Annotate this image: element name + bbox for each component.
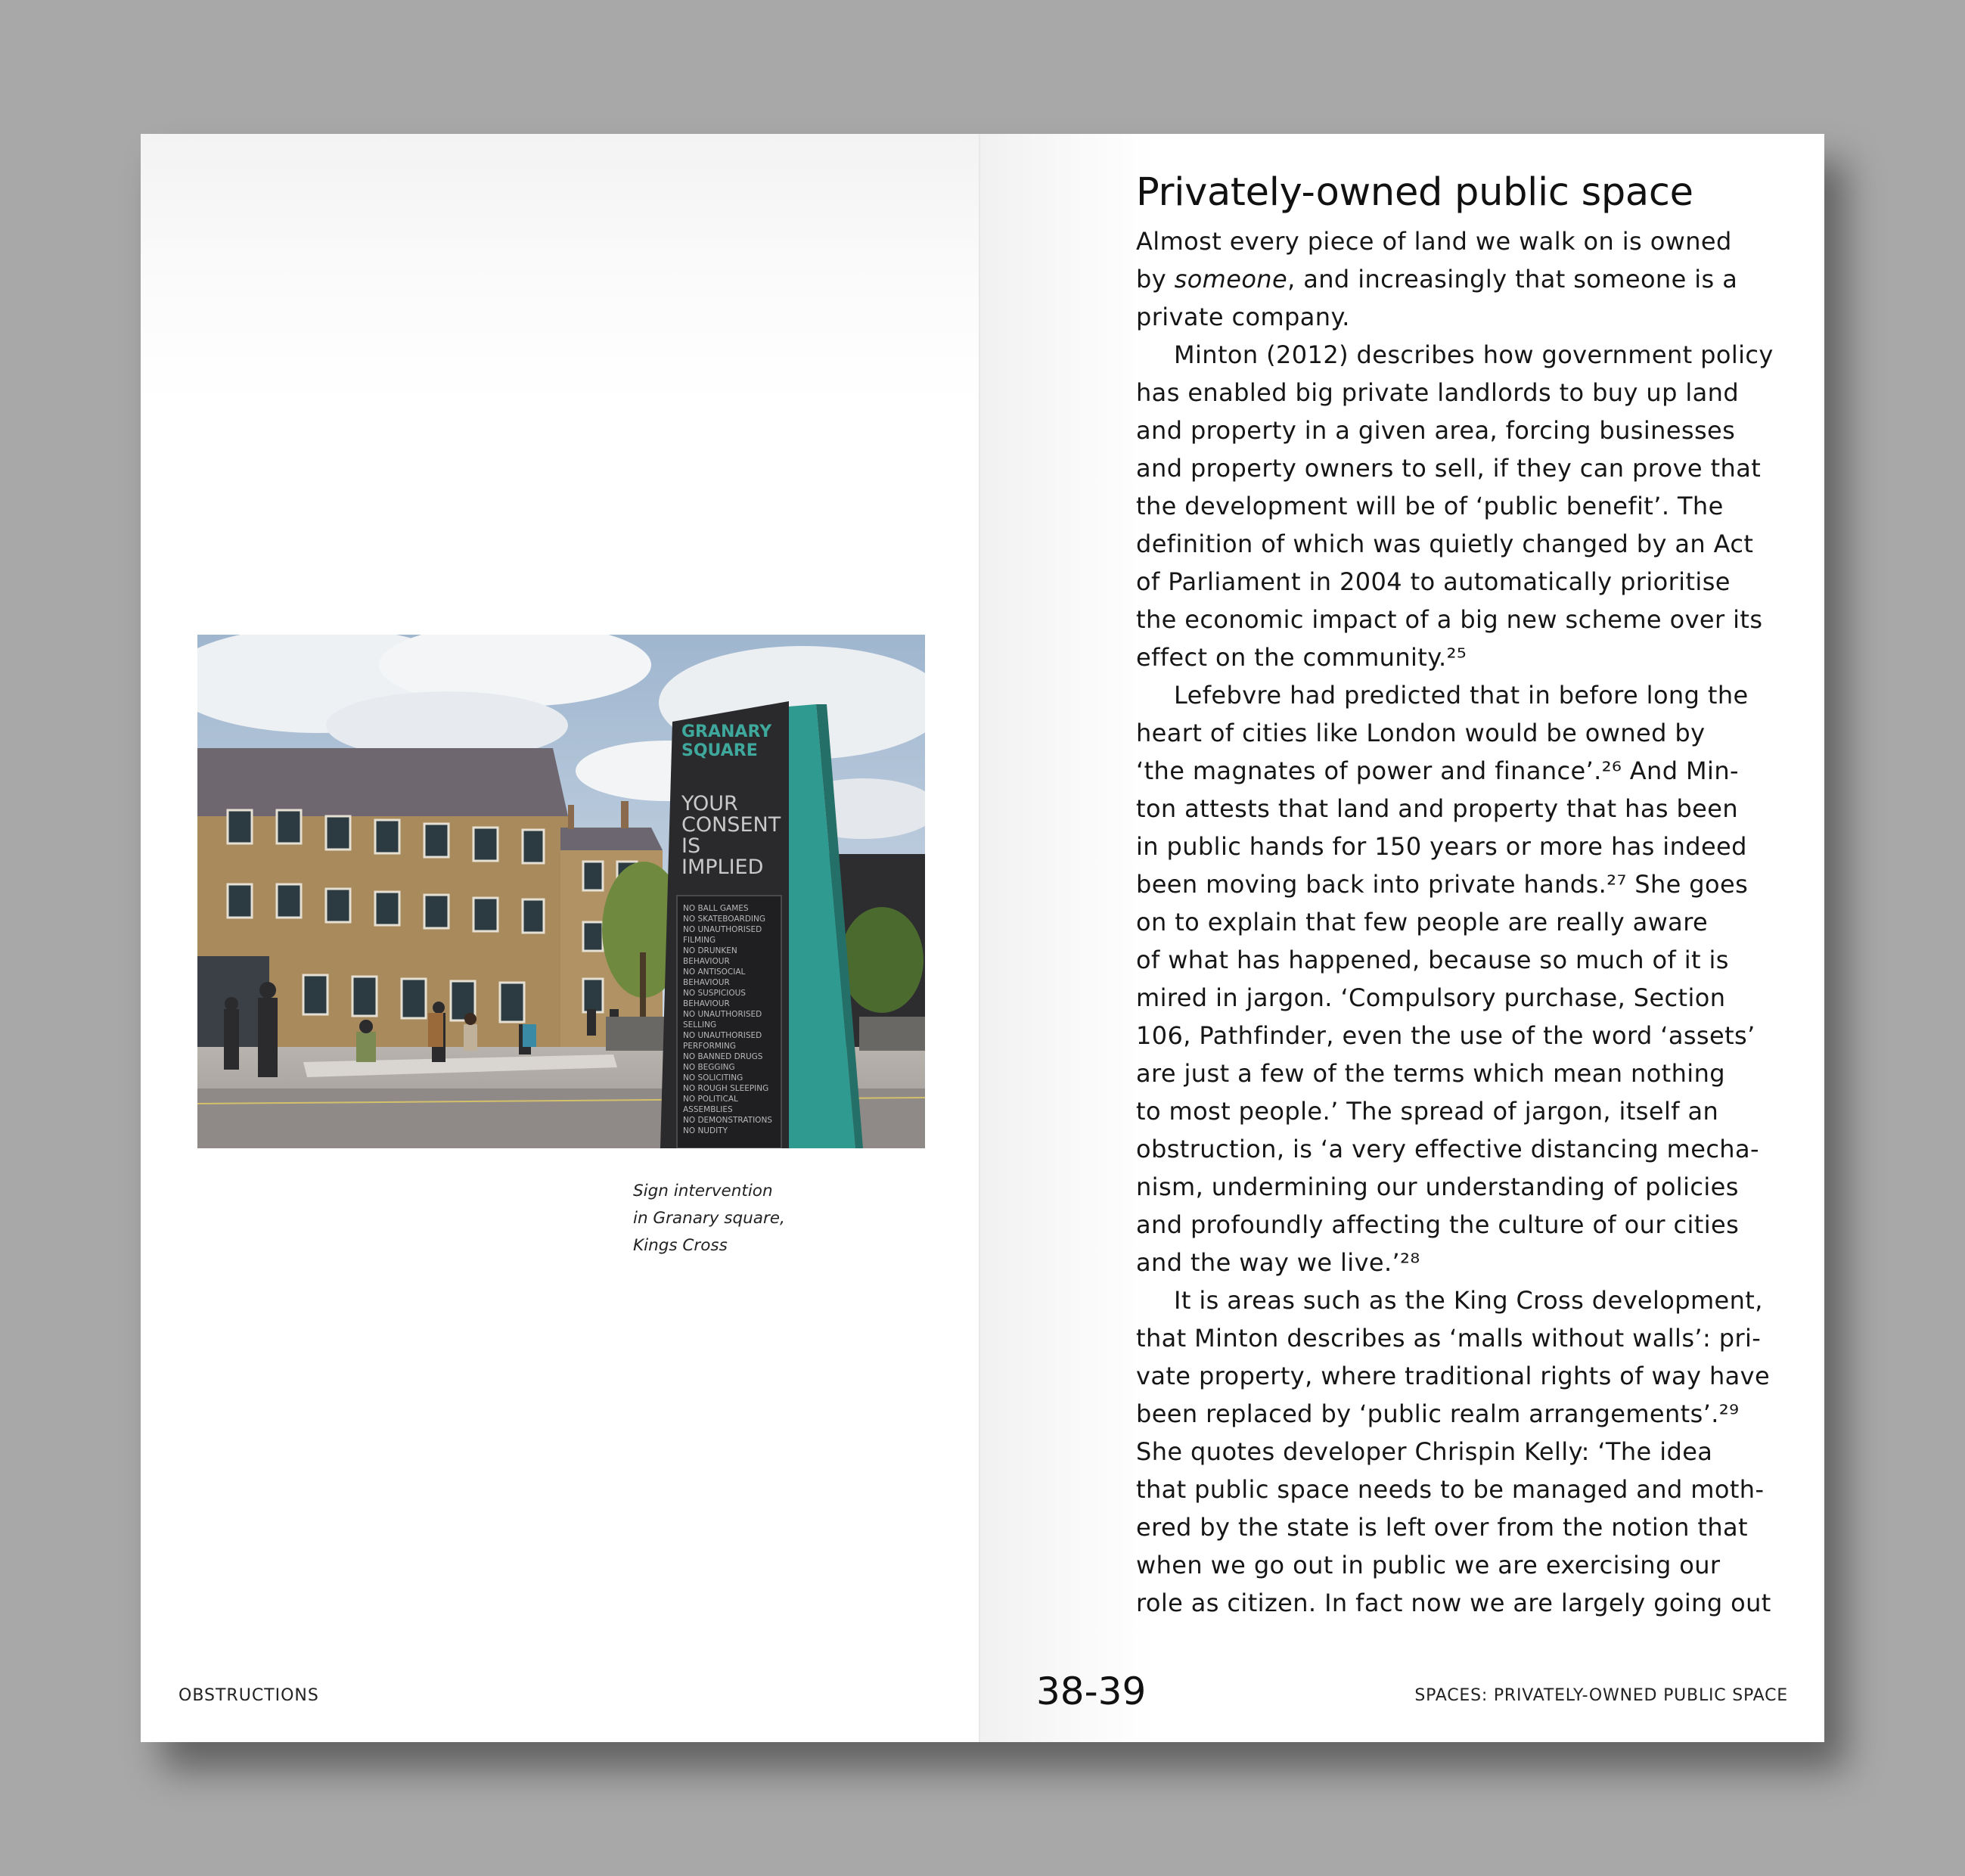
- section-heading: Privately-owned public space: [1136, 170, 1693, 215]
- sign-rule: NO ANTISOCIAL: [683, 968, 746, 977]
- sign-title-line-2: SQUARE: [681, 741, 758, 760]
- photo-caption: [633, 1178, 860, 1259]
- sign-rule: NO UNAUTHORISED: [683, 1031, 762, 1040]
- body-line-text: by: [1136, 265, 1175, 294]
- sign-rule: NO DEMONSTRATIONS: [683, 1116, 772, 1125]
- sign-rule: NO NUDITY: [683, 1126, 728, 1135]
- caption-line: Kings Cross: [633, 1236, 728, 1255]
- sign-message-line-3: IS: [681, 834, 701, 858]
- page-number: 38-39: [1036, 1669, 1147, 1713]
- body-line: ton attests that land and property that has been: [1136, 794, 1739, 823]
- body-line: that public space needs to be managed and moth-: [1136, 1475, 1765, 1504]
- sign-rule: NO SOLICITING: [683, 1073, 743, 1082]
- body-line: nism, undermining our understanding of policies: [1136, 1172, 1739, 1201]
- running-footer-right: SPACES: PRIVATELY-OWNED PUBLIC SPACE: [1414, 1686, 1788, 1705]
- spine-fold: [979, 134, 980, 1742]
- emphasis: someone: [1174, 265, 1288, 294]
- body-line: been replaced by ‘public realm arrangements’.²⁹: [1136, 1399, 1740, 1428]
- body-line: and property in a given area, forcing businesses: [1136, 416, 1736, 445]
- body-line: has enabled big private landlords to buy up land: [1136, 378, 1740, 407]
- sign-rule: NO UNAUTHORISED: [683, 1010, 762, 1019]
- sign-rule: NO ROUGH SLEEPING: [683, 1084, 769, 1093]
- body-line: when we go out in public we are exercising our: [1136, 1551, 1721, 1579]
- body-line: obstruction, is ‘a very effective distancing mecha-: [1136, 1135, 1759, 1163]
- body-line: Almost every piece of land we walk on is owned: [1136, 227, 1732, 256]
- body-line: effect on the community.²⁵: [1136, 643, 1467, 672]
- body-line: mired in jargon. ‘Compulsory purchase, Section: [1136, 983, 1726, 1012]
- caption-line: Sign intervention: [633, 1182, 773, 1200]
- book-spread: [141, 134, 1824, 1742]
- body-text: [1136, 222, 1802, 1622]
- body-line: and property owners to sell, if they can prove that: [1136, 454, 1762, 483]
- caption-line: in Granary square,: [633, 1209, 785, 1228]
- body-line: on to explain that few people are really aware: [1136, 908, 1709, 936]
- body-line: vate property, where traditional rights of way have: [1136, 1362, 1771, 1390]
- sign-rule: NO DRUNKEN: [683, 946, 737, 955]
- body-line: of Parliament in 2004 to automatically prioritise: [1136, 567, 1731, 596]
- sign-rule: NO SUSPICIOUS: [683, 989, 746, 998]
- body-line: heart of cities like London would be owned by: [1136, 719, 1706, 747]
- body-line: to most people.’ The spread of jargon, itself an: [1136, 1097, 1719, 1126]
- body-line-text: , and increasingly that someone is a: [1287, 265, 1738, 294]
- sign-rule: FILMING: [683, 936, 716, 945]
- body-line: of what has happened, because so much of it is: [1136, 946, 1729, 974]
- body-line: [1136, 260, 1802, 298]
- sign-message-line-2: CONSENT: [681, 813, 781, 837]
- sign-rule: BEHAVIOUR: [683, 978, 730, 987]
- sign-rule: BEHAVIOUR: [683, 957, 730, 966]
- body-line: Minton (2012) describes how government policy: [1174, 340, 1774, 369]
- body-line: It is areas such as the King Cross development,: [1174, 1286, 1763, 1315]
- sign-title-line-1: GRANARY: [681, 722, 772, 741]
- body-line: in public hands for 150 years or more has indeed: [1136, 832, 1747, 861]
- body-line: and profoundly affecting the culture of our cities: [1136, 1210, 1740, 1239]
- body-line: and the way we live.’²⁸: [1136, 1248, 1420, 1277]
- spine-gutter: [980, 134, 1154, 1742]
- sign-message-line-1: YOUR: [681, 792, 738, 815]
- sign-rule: SELLING: [683, 1020, 717, 1030]
- body-line: ered by the state is left over from the notion that: [1136, 1513, 1748, 1542]
- sign-message-line-4: IMPLIED: [681, 856, 764, 879]
- running-footer-left: OBSTRUCTIONS: [178, 1686, 319, 1705]
- body-line: are just a few of the terms which mean nothing: [1136, 1059, 1725, 1088]
- body-line: been moving back into private hands.²⁷ She goes: [1136, 870, 1749, 899]
- sign-rule: PERFORMING: [683, 1042, 737, 1051]
- left-page-shading: [141, 134, 980, 406]
- body-line: the economic impact of a big new scheme over its: [1136, 605, 1763, 634]
- body-line: definition of which was quietly changed by an Act: [1136, 530, 1754, 558]
- sign-rule: NO POLITICAL: [683, 1095, 738, 1104]
- body-line: that Minton describes as ‘malls without walls’: pri-: [1136, 1324, 1762, 1353]
- granary-square-photo: [197, 635, 925, 1148]
- body-line: She quotes developer Chrispin Kelly: ‘The idea: [1136, 1437, 1713, 1466]
- sign-rule: NO SKATEBOARDING: [683, 915, 765, 924]
- sign-rule: NO BANNED DRUGS: [683, 1052, 763, 1061]
- sign-rule: NO UNAUTHORISED: [683, 925, 762, 934]
- sign-rule: ASSEMBLIES: [683, 1105, 733, 1114]
- body-line: private company.: [1136, 303, 1350, 331]
- body-line: the development will be of ‘public benefit’. The: [1136, 492, 1724, 520]
- sign-rule: BEHAVIOUR: [683, 999, 730, 1008]
- sign-rule: NO BALL GAMES: [683, 904, 749, 913]
- body-line: 106, Pathfinder, even the use of the word ‘assets’: [1136, 1021, 1755, 1050]
- body-line: ‘the magnates of power and finance’.²⁶ And Min-: [1136, 756, 1739, 785]
- body-line: role as citizen. In fact now we are largely going out: [1136, 1589, 1771, 1617]
- body-line: Lefebvre had predicted that in before long the: [1174, 681, 1749, 710]
- sign-rule: NO BEGGING: [683, 1063, 735, 1072]
